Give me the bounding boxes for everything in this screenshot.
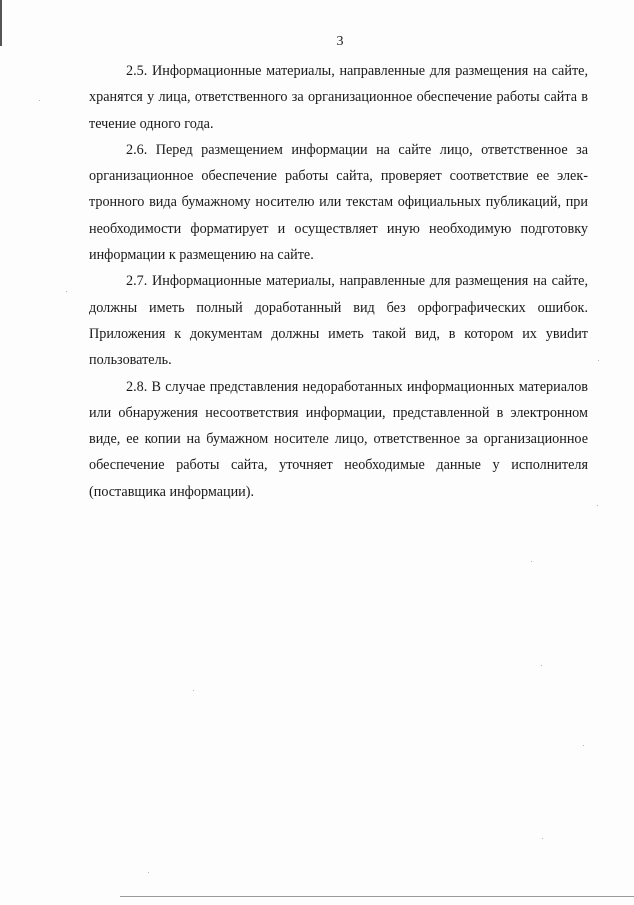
scan-speck — [148, 872, 149, 873]
scan-bottom-line — [120, 896, 634, 897]
scan-speck — [39, 100, 40, 101]
paragraph-2-5: 2.5. Информационные материалы, направленные для размещения на сайте, хранятся у лица, ответственного за организационное обеспечение работы сайта в течение одного года. — [89, 63, 588, 132]
scan-speck — [598, 360, 599, 361]
paragraph-2-6: 2.6. Перед размещением информации на сайте лицо, ответственное за организационное обеспечение работы сайта, проверяет соответствие ее электронного вида бумажному носителю или текстам официальных публикаций, при необходимости форматирует и осуществляет иную необходимую подготовку информации к размещению на сайте. — [89, 141, 588, 264]
scan-speck — [531, 561, 532, 562]
scan-speck — [597, 505, 598, 506]
page-number: 3 — [336, 34, 344, 49]
scan-speck — [542, 838, 543, 839]
scan-speck — [583, 745, 584, 746]
scan-speck — [193, 690, 194, 691]
scan-speck — [541, 665, 542, 666]
paragraph-2-7: 2.7. Информационные материалы, направленные для размещения на сайте, должны иметь полный доработанный вид без орфографических ошибок. Приложения к документам должны иметь такой вид, в котором их увиdит пользователь. — [89, 273, 588, 369]
paragraph-2-8: 2.8. В случае представления недоработанных информационных материалов или обнаружения несоответствия информации, представленной в электронном виде, ее копии на бумажном носителе лицо, ответственное за организационное обеспечение работы сайта, уточняет необходимые данные у исполнителя (поставщика информации). — [89, 378, 588, 500]
scan-speck — [66, 291, 67, 292]
document-body — [89, 58, 588, 505]
